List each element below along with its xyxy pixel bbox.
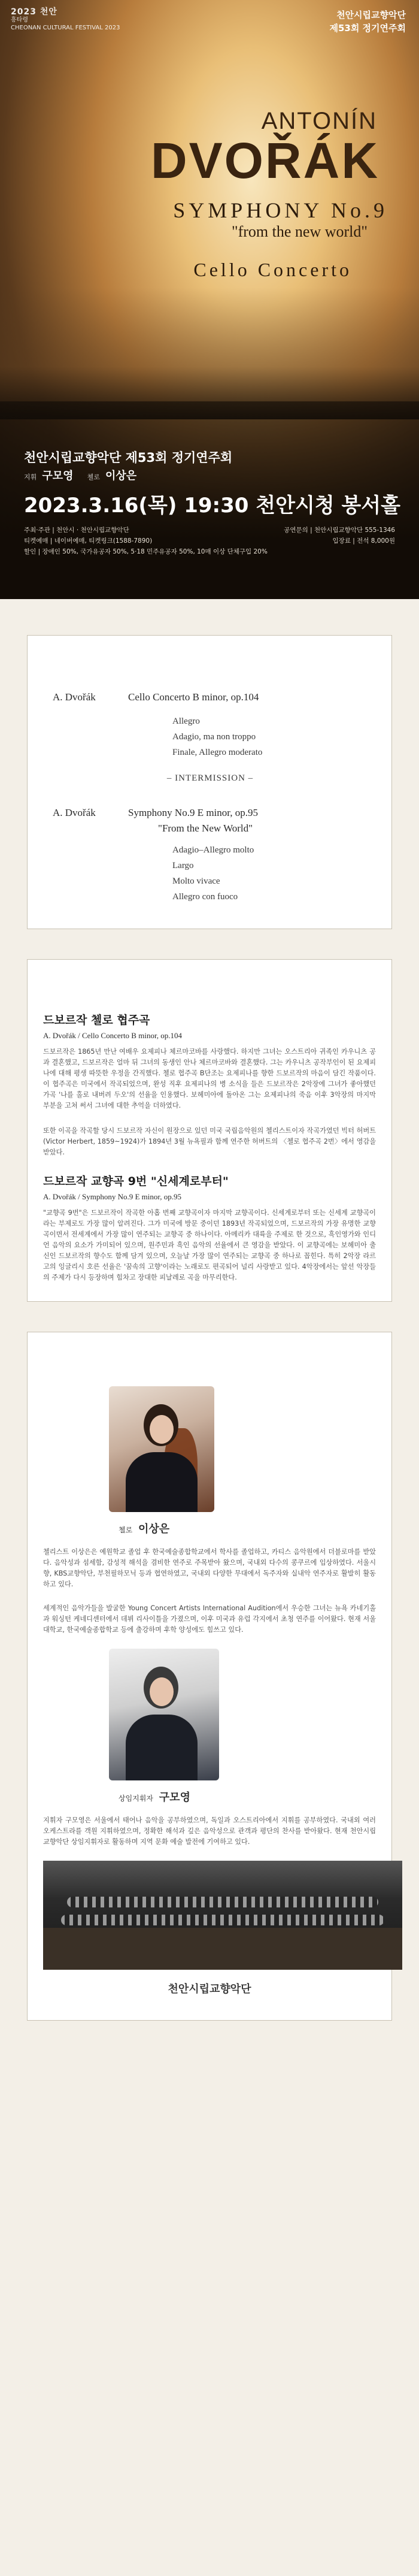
program-work-title: Symphony No.9 E minor, op.95 bbox=[128, 807, 259, 818]
conductor-role: 상임지휘자 bbox=[119, 1794, 153, 1803]
info-row bbox=[24, 536, 395, 546]
photo-face bbox=[150, 1415, 174, 1444]
orchestra-title: 천안시립교향악단 제53회 정기연주회 bbox=[24, 451, 233, 465]
program-section bbox=[0, 635, 419, 929]
program-card bbox=[27, 635, 392, 929]
stage-floor bbox=[43, 1928, 402, 1970]
note-heading-1: 드보르작 첼로 협주곡 bbox=[43, 1014, 150, 1027]
hero-horizon bbox=[0, 288, 419, 419]
movement: Allegro con fuoco bbox=[172, 892, 238, 902]
cello-label: 첼로 bbox=[87, 473, 100, 481]
program-note-section bbox=[0, 959, 419, 1302]
cello-name: 이상은 bbox=[105, 470, 137, 482]
conductor-label: 지휘 bbox=[24, 473, 37, 481]
orchestra-row bbox=[61, 1915, 384, 1925]
conductor-name: 구모영 bbox=[42, 470, 74, 482]
conductor-profile-name: 구모영 bbox=[159, 1791, 190, 1804]
note-paragraph-2: 또한 이곡을 작곡할 당시 드보르작 자신이 원장으로 있던 미국 국립음악원의 첼리스트이자 작곡가였던 빅터 허버트(Victor Herbert, 1859~1924)가 1894년 3월 뉴욕필과 함께 연주한 허버트의 〈첼로 협주곡 2번〉에서 영감을 받았다. bbox=[43, 1127, 376, 1156]
movement: Largo bbox=[172, 861, 194, 870]
movement: Allegro bbox=[172, 716, 200, 726]
cellist-bio-2: 세계적인 음악가들을 발굴한 Young Concert Artists International Audition에서 우승한 그녀는 뉴욕 카네기홀과 워싱턴 케네디센터에서 데뷔 리사이틀을 가졌으며, 이후 미국과 유럽 각지에서 초청 연주를 이어왔다. 현재 서울대학교, 한국예술종합학교 등에 출강하며 후학 양성에도 힘쓰고 있다. bbox=[43, 1604, 376, 1634]
info-block bbox=[24, 525, 395, 557]
note-paragraph-3: "교향곡 9번"은 드보르작이 작곡한 아홉 번째 교향곡이자 마지막 교향곡이다. 신세계로부터 또는 신세계 교향곡이라는 부제로도 가장 많이 알려진다. 그가 미국에 방문 중이던 1893년 작곡되었으며, 드보르작의 가장 유명한 교향곡이면서 전세계에서 가장 많이 연주되는 교향곡 중 하나이다. 아메리카 대륙을 주제로 한 것으로, 흑인영가와 인디언 음악의 요소가 가미되어 있으며, 원주민과 흑인 음악의 선율에서 큰 영감을 받았다. 이 교향곡에는 보헤미아 출신인 드보르작의 향수도 함께 담겨 있으며, 오늘날 가장 많이 연주되는 교향곡 중 하나로 꼽힌다. 특히 2악장 라르고의 잉글리시 호른 선율은 '꿈속의 고향'이라는 노래로도 편곡되어 널리 사랑받고 있다. 4악장에서는 앞선 악장들의 주제가 다시 등장하며 힘차고 장대한 피날레로 곡을 마무리한다. bbox=[43, 1209, 376, 1281]
cellist-photo bbox=[109, 1386, 214, 1512]
movement: Molto vivace bbox=[172, 876, 220, 886]
program-work: Cello Concerto B minor, op.104 bbox=[128, 691, 259, 703]
program-work-subtitle: "From the New World" bbox=[158, 823, 253, 834]
note-sub-1: A. Dvořák / Cello Concerto B minor, op.104 bbox=[43, 1031, 183, 1040]
topright-line1: 천안시립교향악단 bbox=[336, 10, 406, 20]
conductor-bio: 지휘자 구모영은 서울에서 태어나 음악을 공부하였으며, 독일과 오스트리아에서 지휘를 공부하였다. 국내외 여러 오케스트라를 객원 지휘하였으며, 정확한 해석과 깊은 음악성으로 관객과 평단의 찬사를 받아왔다. 현재 천안시립교향악단 상임지휘자로 활동하며 지역 문화 예술 발전에 기여하고 있다. bbox=[43, 1816, 376, 1846]
info-left-1: 주최·주관 | 천안시 · 천안시립교향악단 bbox=[24, 527, 129, 534]
note-heading-2: 드보르작 교향곡 9번 "신세계로부터" bbox=[43, 1175, 229, 1188]
concerto-title: Cello Concerto bbox=[193, 259, 352, 280]
performers bbox=[24, 467, 147, 483]
composer-last: DVOŘÁK bbox=[150, 132, 379, 189]
cellist-name: 이상은 bbox=[138, 1523, 170, 1535]
info-left-2: 티켓예매 | 네이버예매, 티켓링크(1588-7890) bbox=[24, 537, 153, 545]
hero-banner bbox=[0, 0, 419, 599]
cellist-role: 첼로 bbox=[119, 1526, 133, 1534]
logo-line3: CHEONAN CULTURAL FESTIVAL 2023 bbox=[11, 25, 120, 31]
festival-logo bbox=[11, 8, 120, 32]
intermission: – INTERMISSION – bbox=[166, 773, 254, 783]
note-sub-2: A. Dvořák / Symphony No.9 E minor, op.95 bbox=[43, 1192, 181, 1201]
program-item bbox=[53, 690, 368, 705]
conductor-photo bbox=[109, 1649, 219, 1780]
orchestra-row bbox=[67, 1897, 378, 1907]
movement: Adagio–Allegro molto bbox=[172, 845, 254, 855]
cellist-name-line bbox=[119, 1520, 376, 1536]
conductor-name-line bbox=[119, 1789, 376, 1804]
photo-body bbox=[126, 1715, 198, 1780]
movement: Finale, Allegro moderato bbox=[172, 748, 263, 757]
movement-list bbox=[172, 713, 368, 760]
movement-list bbox=[172, 842, 368, 905]
profile-section bbox=[0, 1332, 419, 2021]
program-note-card bbox=[27, 959, 392, 1302]
program-composer: A. Dvořák bbox=[53, 691, 96, 703]
program-item bbox=[53, 805, 368, 836]
date-venue: 2023.3.16(목) 19:30 천안시청 봉서홀 bbox=[24, 494, 400, 518]
info-right-2: 입장료 | 전석 8,000원 bbox=[332, 537, 395, 545]
orchestra-photo bbox=[43, 1861, 402, 1970]
cellist-bio-1: 첼리스트 이상은은 예원학교 졸업 후 한국예술종합학교에서 학사를 졸업하고, 카티스 음악원에서 더블로마를 받았다. 음악성과 섬세함, 감성적 해석을 겸비한 연주로 주목받아 왔으며, 국내외 다수의 콩쿠르에 입상하였다. 서울시향, KBS교향악단, 부천필하모닉 등과 협연하였고, 국내외 다양한 무대에서 독주자와 실내악 연주자로 활발히 활동하고 있다. bbox=[43, 1548, 376, 1588]
profile-card bbox=[27, 1332, 392, 2021]
photo-face bbox=[150, 1677, 174, 1706]
composer-first: ANTONÍN bbox=[261, 108, 377, 134]
info-left-3: 할인 | 장애인 50%, 국가유공자 50%, 5·18 민주유공자 50%, 10매 이상 단체구입 20% bbox=[24, 548, 268, 555]
movement: Adagio, ma non troppo bbox=[172, 732, 256, 742]
info-right-1: 공연문의 | 천안시립교향악단 555-1346 bbox=[284, 527, 395, 534]
info-row bbox=[24, 525, 395, 536]
logo-line1: 2023 천안 bbox=[11, 7, 57, 17]
symphony-subtitle: "from the new world" bbox=[231, 223, 368, 240]
logo-line2: 흥타령 bbox=[11, 17, 28, 23]
note-paragraph-1: 드보르작은 1865년 만난 여배우 요제피나 체르마코바를 사랑했다. 하지만 그녀는 오스트리아 귀족인 카우니츠 공과 결혼했고, 드보르작은 얼마 뒤 그녀의 동생인 안나 체르마코바와 결혼했다. 그는 카우니츠 공작부인이 된 요제피나에 대해 평생 따뜻한 우정을 간직했다. 첼로 협주곡 B단조는 요제피나를 향한 드보르작의 마음이 담긴 작품이다. 이 협주곡은 미국에서 작곡되었으며, 완성 직후 요제피나의 병 소식을 들은 드보르작은 2악장에 그녀가 좋아했던 가곡 '나를 홀로 내버려 두오'의 선율을 인용했다. 보헤미아에 돌아온 그는 요제피나의 죽음 이후 3악장의 마지막 부분을 고쳐 써서 그녀에 대한 추억을 더하였다. bbox=[43, 1048, 376, 1109]
program-composer: A. Dvořák bbox=[53, 807, 96, 818]
hero-topright bbox=[329, 8, 406, 35]
topright-line2: 제53회 정기연주회 bbox=[329, 23, 406, 34]
photo-body bbox=[126, 1452, 198, 1512]
program-work bbox=[128, 805, 368, 836]
orchestra-caption: 천안시립교향악단 bbox=[168, 1983, 251, 1996]
symphony-title: SYMPHONY No.9 bbox=[173, 198, 388, 222]
